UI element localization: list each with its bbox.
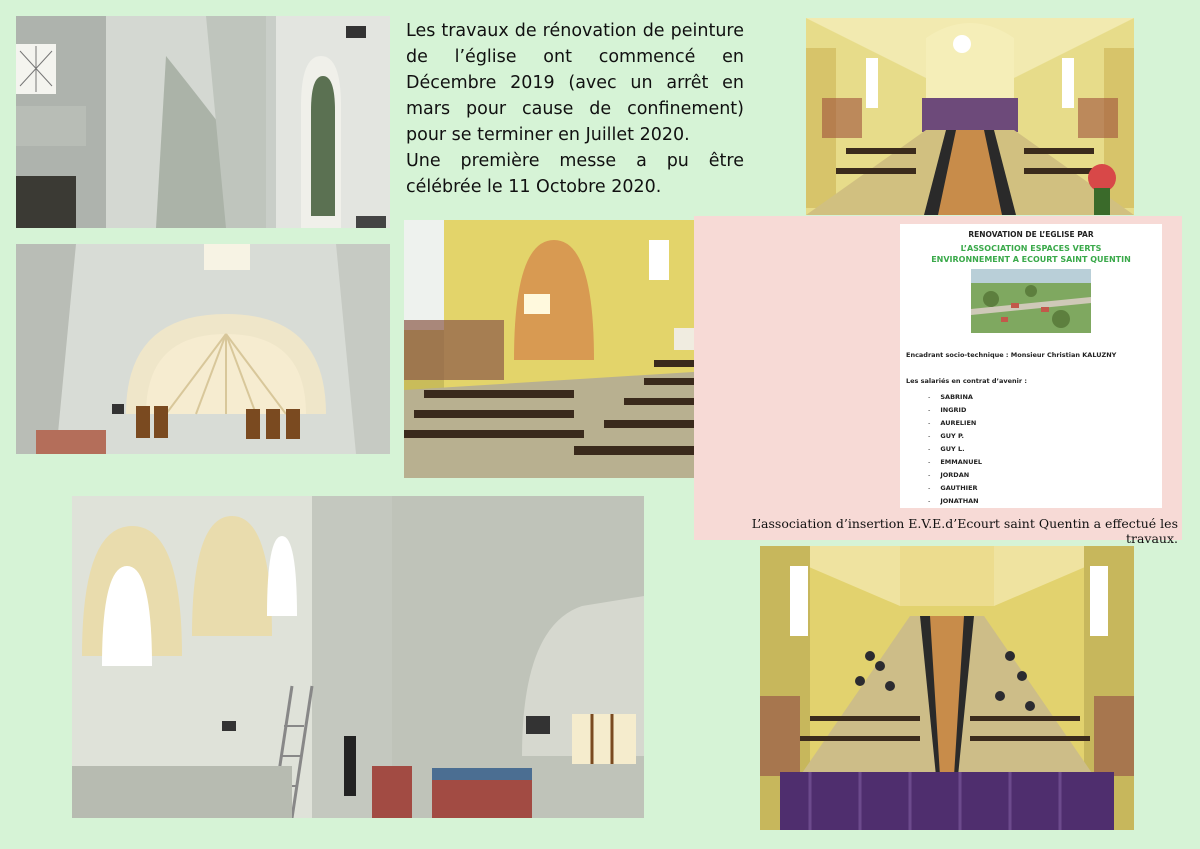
intro-paragraph-2: Une première messe a pu être célébrée le 11 Octobre 2020. xyxy=(406,151,744,197)
list-item: - SABRINA xyxy=(928,391,1156,404)
intro-text xyxy=(406,18,744,200)
poster-association-line-2: ENVIRONNEMENT A ECOURT SAINT QUENTIN xyxy=(931,255,1131,264)
poster-title: RENOVATION DE L’EGLISE PAR xyxy=(968,230,1094,239)
photo-apse-dome xyxy=(16,244,390,454)
photo-first-mass xyxy=(760,546,1134,830)
poster-employees-list xyxy=(928,391,1156,508)
list-item: - INGRID xyxy=(928,404,1156,417)
photo-interior-ladder xyxy=(72,496,644,818)
list-item: - GAUTHIER xyxy=(928,482,1156,495)
list-item: - GUY P. xyxy=(928,430,1156,443)
intro-paragraph-1: Les travaux de rénovation de peinture de l’église ont commencé en Décembre 2019 (avec un arrêt en mars pour cause de confinement) pour se terminer en Juillet 2020. xyxy=(406,21,744,145)
poster-employees-heading: Les salariés en contrat d’avenir : xyxy=(906,377,1027,385)
poster-supervisor: Encadrant socio-technique : Monsieur Christian KALUZNY xyxy=(906,351,1117,359)
renovation-poster xyxy=(900,224,1162,508)
photo-nave-renovated xyxy=(806,18,1134,215)
poster-association-line-1: L’ASSOCIATION ESPACES VERTS xyxy=(960,244,1102,253)
list-item: - EMMANUEL xyxy=(928,456,1156,469)
caption-association: L’association d’insertion E.V.E.d’Ecourt saint Quentin a effectué les travaux. xyxy=(751,516,1178,546)
list-item: - JONATHAN xyxy=(928,495,1156,508)
list-item: - GUY L. xyxy=(928,443,1156,456)
list-item: - AURELIEN xyxy=(928,417,1156,430)
photo-worn-wall-window xyxy=(16,16,390,228)
list-item: - JORDAN xyxy=(928,469,1156,482)
poster-association xyxy=(906,243,1156,265)
aerial-village-photo xyxy=(971,269,1091,333)
